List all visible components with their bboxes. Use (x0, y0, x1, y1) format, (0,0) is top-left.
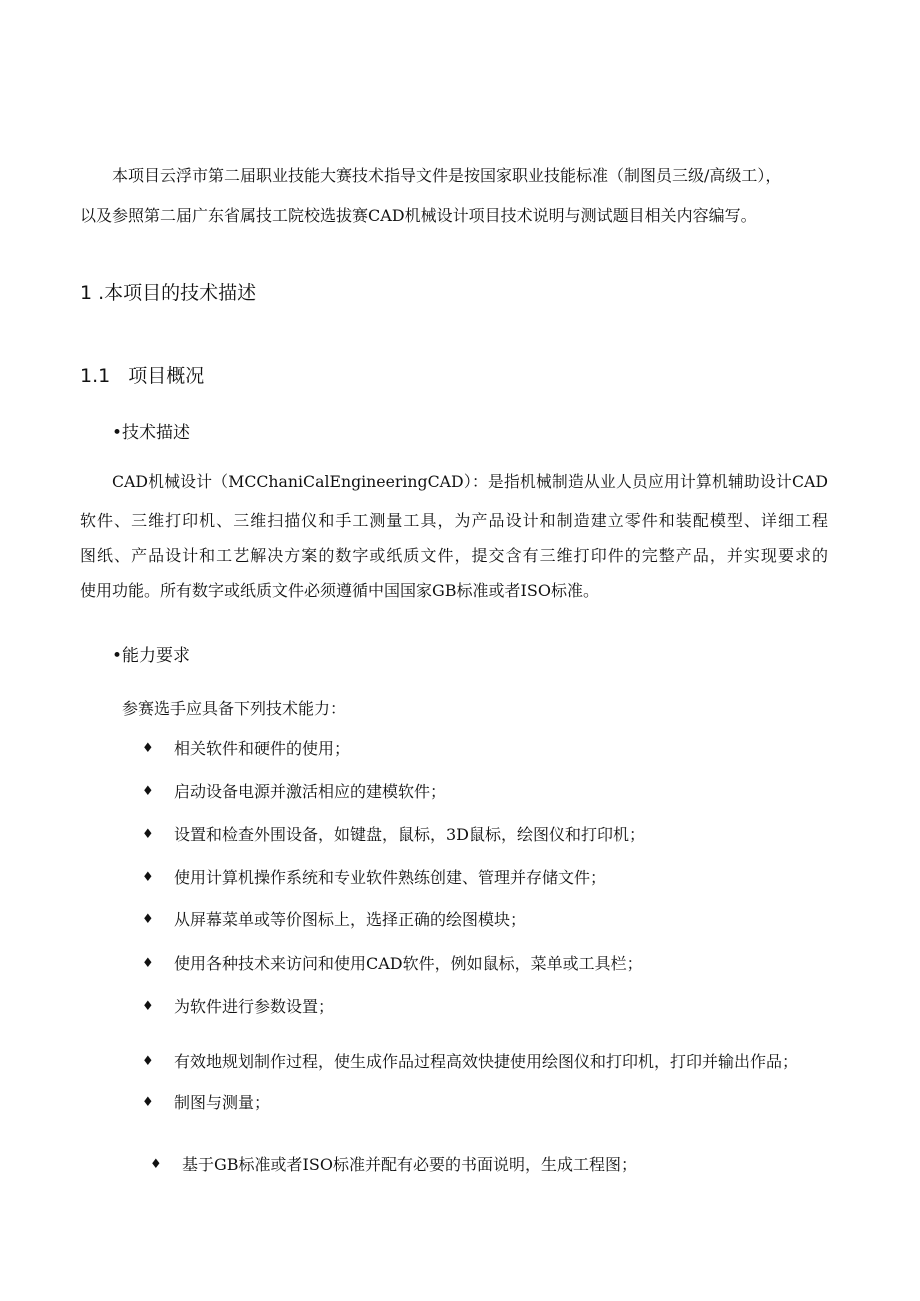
diamond-bullet-icon: ♦ (142, 784, 154, 799)
list-item-text: 制图与测量； (174, 1093, 271, 1112)
list-item-text: 基于GB标准或者ISO标准并配有必要的书面说明，生成工程图； (182, 1155, 637, 1174)
diamond-bullet-icon: ♦ (142, 912, 154, 927)
list-item-text: 设置和检查外围设备，如键盘，鼠标，3D鼠标，绘图仪和打印机； (174, 825, 646, 844)
diamond-bullet-icon: ♦ (142, 1054, 154, 1069)
diamond-bullet-icon: ♦ (142, 827, 154, 842)
tech-desc-line-2: 软件、三维打印机、三维扫描仪和手工测量工具，为产品设计和制造建立零件和装配模型、详细工程 (80, 511, 828, 530)
tech-desc-line-4: 使用功能。所有数字或纸质文件必须遵循中国国家GB标准或者ISO标准。 (80, 581, 599, 600)
intro-line-1: 本项目云浮市第二届职业技能大赛技术指导文件是按国家职业技能标准（制图员三级/高级工）， (112, 166, 782, 185)
subsection-title-tech-desc: •技术描述 (112, 423, 191, 443)
section-heading-1: 1 .本项目的技术描述 (80, 282, 257, 304)
section-heading-1-1 (80, 364, 204, 388)
list-item-text: 相关软件和硬件的使用； (174, 739, 351, 758)
subsection-title-ability: •能力要求 (112, 646, 191, 666)
diamond-bullet-icon: ♦ (150, 1157, 162, 1172)
section-number: 1.1 (80, 365, 111, 387)
diamond-bullet-icon: ♦ (142, 870, 154, 885)
ability-intro: 参赛选手应具备下列技术能力： (122, 699, 347, 718)
list-item-text: 使用各种技术来访问和使用CAD软件，例如鼠标，菜单或工具栏； (174, 954, 643, 973)
diamond-bullet-icon: ♦ (142, 1095, 154, 1110)
list-item-text: 启动设备电源并激活相应的建模软件； (174, 782, 447, 801)
list-item-text: 为软件进行参数设置； (174, 997, 335, 1016)
diamond-bullet-icon: ♦ (142, 999, 154, 1014)
tech-desc-line-1: CAD机械设计（MCChaniCalEngineeringCAD）：是指机械制造从业人员应用计算机辅助设计CAD (112, 472, 828, 491)
intro-line-2: 以及参照第二届广东省属技工院校选拔赛CAD机械设计项目技术说明与测试题目相关内容编写。 (80, 206, 757, 225)
list-item-text: 有效地规划制作过程，使生成作品过程高效快捷使用绘图仪和打印机，打印并输出作品； (174, 1052, 799, 1071)
list-item-text: 从屏幕菜单或等价图标上，选择正确的绘图模块； (174, 910, 527, 929)
section-title: 项目概况 (128, 365, 205, 387)
tech-desc-line-3: 图纸、产品设计和工艺解决方案的数字或纸质文件，提交含有三维打印件的完整产品，并实现要求的 (80, 546, 828, 565)
diamond-bullet-icon: ♦ (142, 956, 154, 971)
list-item-text: 使用计算机操作系统和专业软件熟练创建、管理并存储文件； (174, 868, 607, 887)
diamond-bullet-icon: ♦ (142, 741, 154, 756)
